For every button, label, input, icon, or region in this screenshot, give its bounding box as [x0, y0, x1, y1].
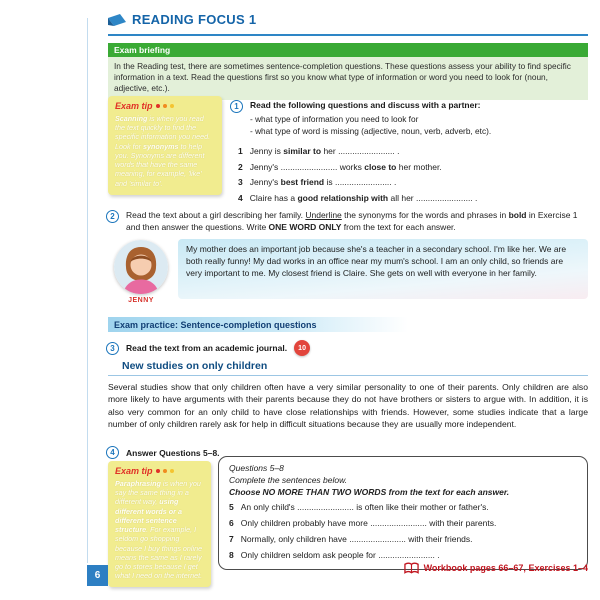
exam-tip-header [115, 101, 215, 111]
article-divider [108, 375, 588, 376]
tip-dot-icon [163, 469, 167, 473]
activity-1 [230, 100, 590, 137]
activity-3-instruction: Read the text from an academic journal. [126, 343, 288, 353]
question-row [229, 534, 577, 545]
tip-dot-icon [170, 469, 174, 473]
page-title: READING FOCUS 1 [132, 12, 257, 27]
tip-dot-icon [170, 104, 174, 108]
questions-box-title: Questions 5–8 [229, 463, 284, 473]
questions-box-instruction: Choose NO MORE THAN TWO WORDS from the text for each answer. [229, 487, 510, 497]
question-text: Jenny's best friend is ........................ . [249, 177, 397, 188]
activity-4-instruction: Answer Questions 5–8. [126, 447, 220, 458]
exam-tip-scanning-box [108, 96, 222, 195]
exam-tip-label: Exam tip [115, 101, 153, 111]
workbook-reference [404, 562, 588, 574]
page-edge-line [87, 18, 88, 563]
exam-briefing-label: Exam briefing [108, 43, 588, 57]
question-number: 6 [229, 518, 234, 529]
activity-2 [106, 210, 590, 234]
activity-1-bullet: - what type of information you need to look for [250, 114, 419, 124]
jenny-reading-text: My mother does an important job because she's a teacher in a secondary school. I'm like her. We are both really funny! My dad works in an office near my mum's school. I am an only child, so friends are very important to me. My closest friend is Claire. She gets on well with everyone in her family. [178, 239, 588, 299]
exam-tip-header [115, 466, 204, 476]
audio-track-number: 10 [298, 344, 306, 352]
question-text: Claire has a good relationship with all her ........................ . [249, 192, 478, 203]
question-text: Only children seldom ask people for ........................ . [240, 550, 440, 561]
exercise-1-question-list [238, 146, 588, 208]
questions-box-subtitle: Complete the sentences below. [229, 475, 348, 485]
activity-4 [106, 446, 220, 459]
question-number: 5 [229, 502, 234, 512]
question-text: Only children probably have more ........................ with their parents. [240, 518, 497, 529]
article-title: New studies on only children [122, 360, 268, 372]
exam-tip-text: Scanning is when you read the text quickly to find the specific information you need. Look for synonyms to help you. Synonyms are different words that have the same meaning, for example, 'like' and 'similar to'. [115, 114, 211, 188]
question-text: Jenny's ........................ works close to her mother. [249, 161, 442, 172]
page-header [106, 12, 256, 27]
tip-dot-icon [156, 469, 160, 473]
question-row [238, 193, 588, 204]
question-row [229, 502, 577, 513]
page-number: 6 [87, 565, 108, 586]
activity-2-instruction: Read the text about a girl describing her family. Underline the synonyms for the words and phrases in bold in Exercise 1 and then answer the questions. Write ONE WORD ONLY from the text for each answer. [126, 210, 578, 232]
question-text: Jenny is similar to her ........................ . [249, 146, 400, 156]
question-text: Normally, only children have ........................ with their friends. [240, 534, 473, 545]
question-row [238, 146, 588, 157]
activity-1-content [250, 100, 491, 137]
jenny-photo [114, 240, 168, 294]
activity-2-number: 2 [106, 210, 119, 223]
exam-briefing-text: In the Reading test, there are sometimes sentence-completion questions. These questions assess your ability to find specific information in a text. Read the questions first so you know what type of information or word you need to look for (noun, adjective, etc.). [108, 57, 588, 100]
question-row [238, 177, 588, 188]
question-number: 8 [229, 550, 234, 561]
question-number: 3 [238, 177, 243, 188]
questions-5-8-box [218, 456, 588, 570]
exam-tip-text: Paraphrasing is when you say the same thing in a different way, using different words or a different sentence structure. For example, I seldom go shopping because I buy things online means the same as I rarely go to stores because I get what I need on the internet. [115, 479, 203, 581]
activity-4-number: 4 [106, 446, 119, 459]
question-row [229, 550, 577, 561]
activity-1-bullet: - what type of word is missing (adjective, noun, verb, adverb, etc). [250, 126, 492, 137]
activity-1-instruction: Read the following questions and discuss with a partner: [250, 100, 481, 110]
exam-briefing-box [108, 43, 588, 100]
exam-tip-label: Exam tip [115, 466, 153, 476]
activity-3 [106, 340, 310, 356]
question-row [229, 518, 577, 529]
question-number: 7 [229, 534, 234, 545]
jenny-caption: JENNY [128, 297, 154, 304]
question-row [238, 162, 588, 173]
tip-dot-icon [163, 104, 167, 108]
audio-track-badge [294, 340, 310, 356]
question-number: 2 [238, 161, 243, 172]
exam-tip-paraphrasing-box [108, 461, 211, 587]
question-number: 1 [238, 146, 243, 156]
activity-1-number: 1 [230, 100, 243, 113]
exam-practice-banner: Exam practice: Sentence-completion questions [108, 317, 408, 332]
header-underline [108, 34, 588, 36]
question-number: 4 [238, 192, 243, 203]
workbook-icon [404, 562, 419, 574]
activity-3-number: 3 [106, 342, 119, 355]
question-text: An only child's ........................ is often like their mother or father's. [240, 502, 489, 512]
article-body: Several studies show that only children often have a very similar personality to one of their parents. Only children are also more likely to have arguments with their parents because they do not have brothers or sisters to argue with. In addition, it is also very common for an only child to have close relationships with friends. However, some studies indicate that a large number of only children rarely ask for help in difficult situations because they are usually more independent. [108, 382, 588, 430]
bookmark-icon [106, 13, 126, 27]
workbook-text: Workbook pages 66–67, Exercises 1–4 [423, 563, 588, 573]
tip-dot-icon [156, 104, 160, 108]
